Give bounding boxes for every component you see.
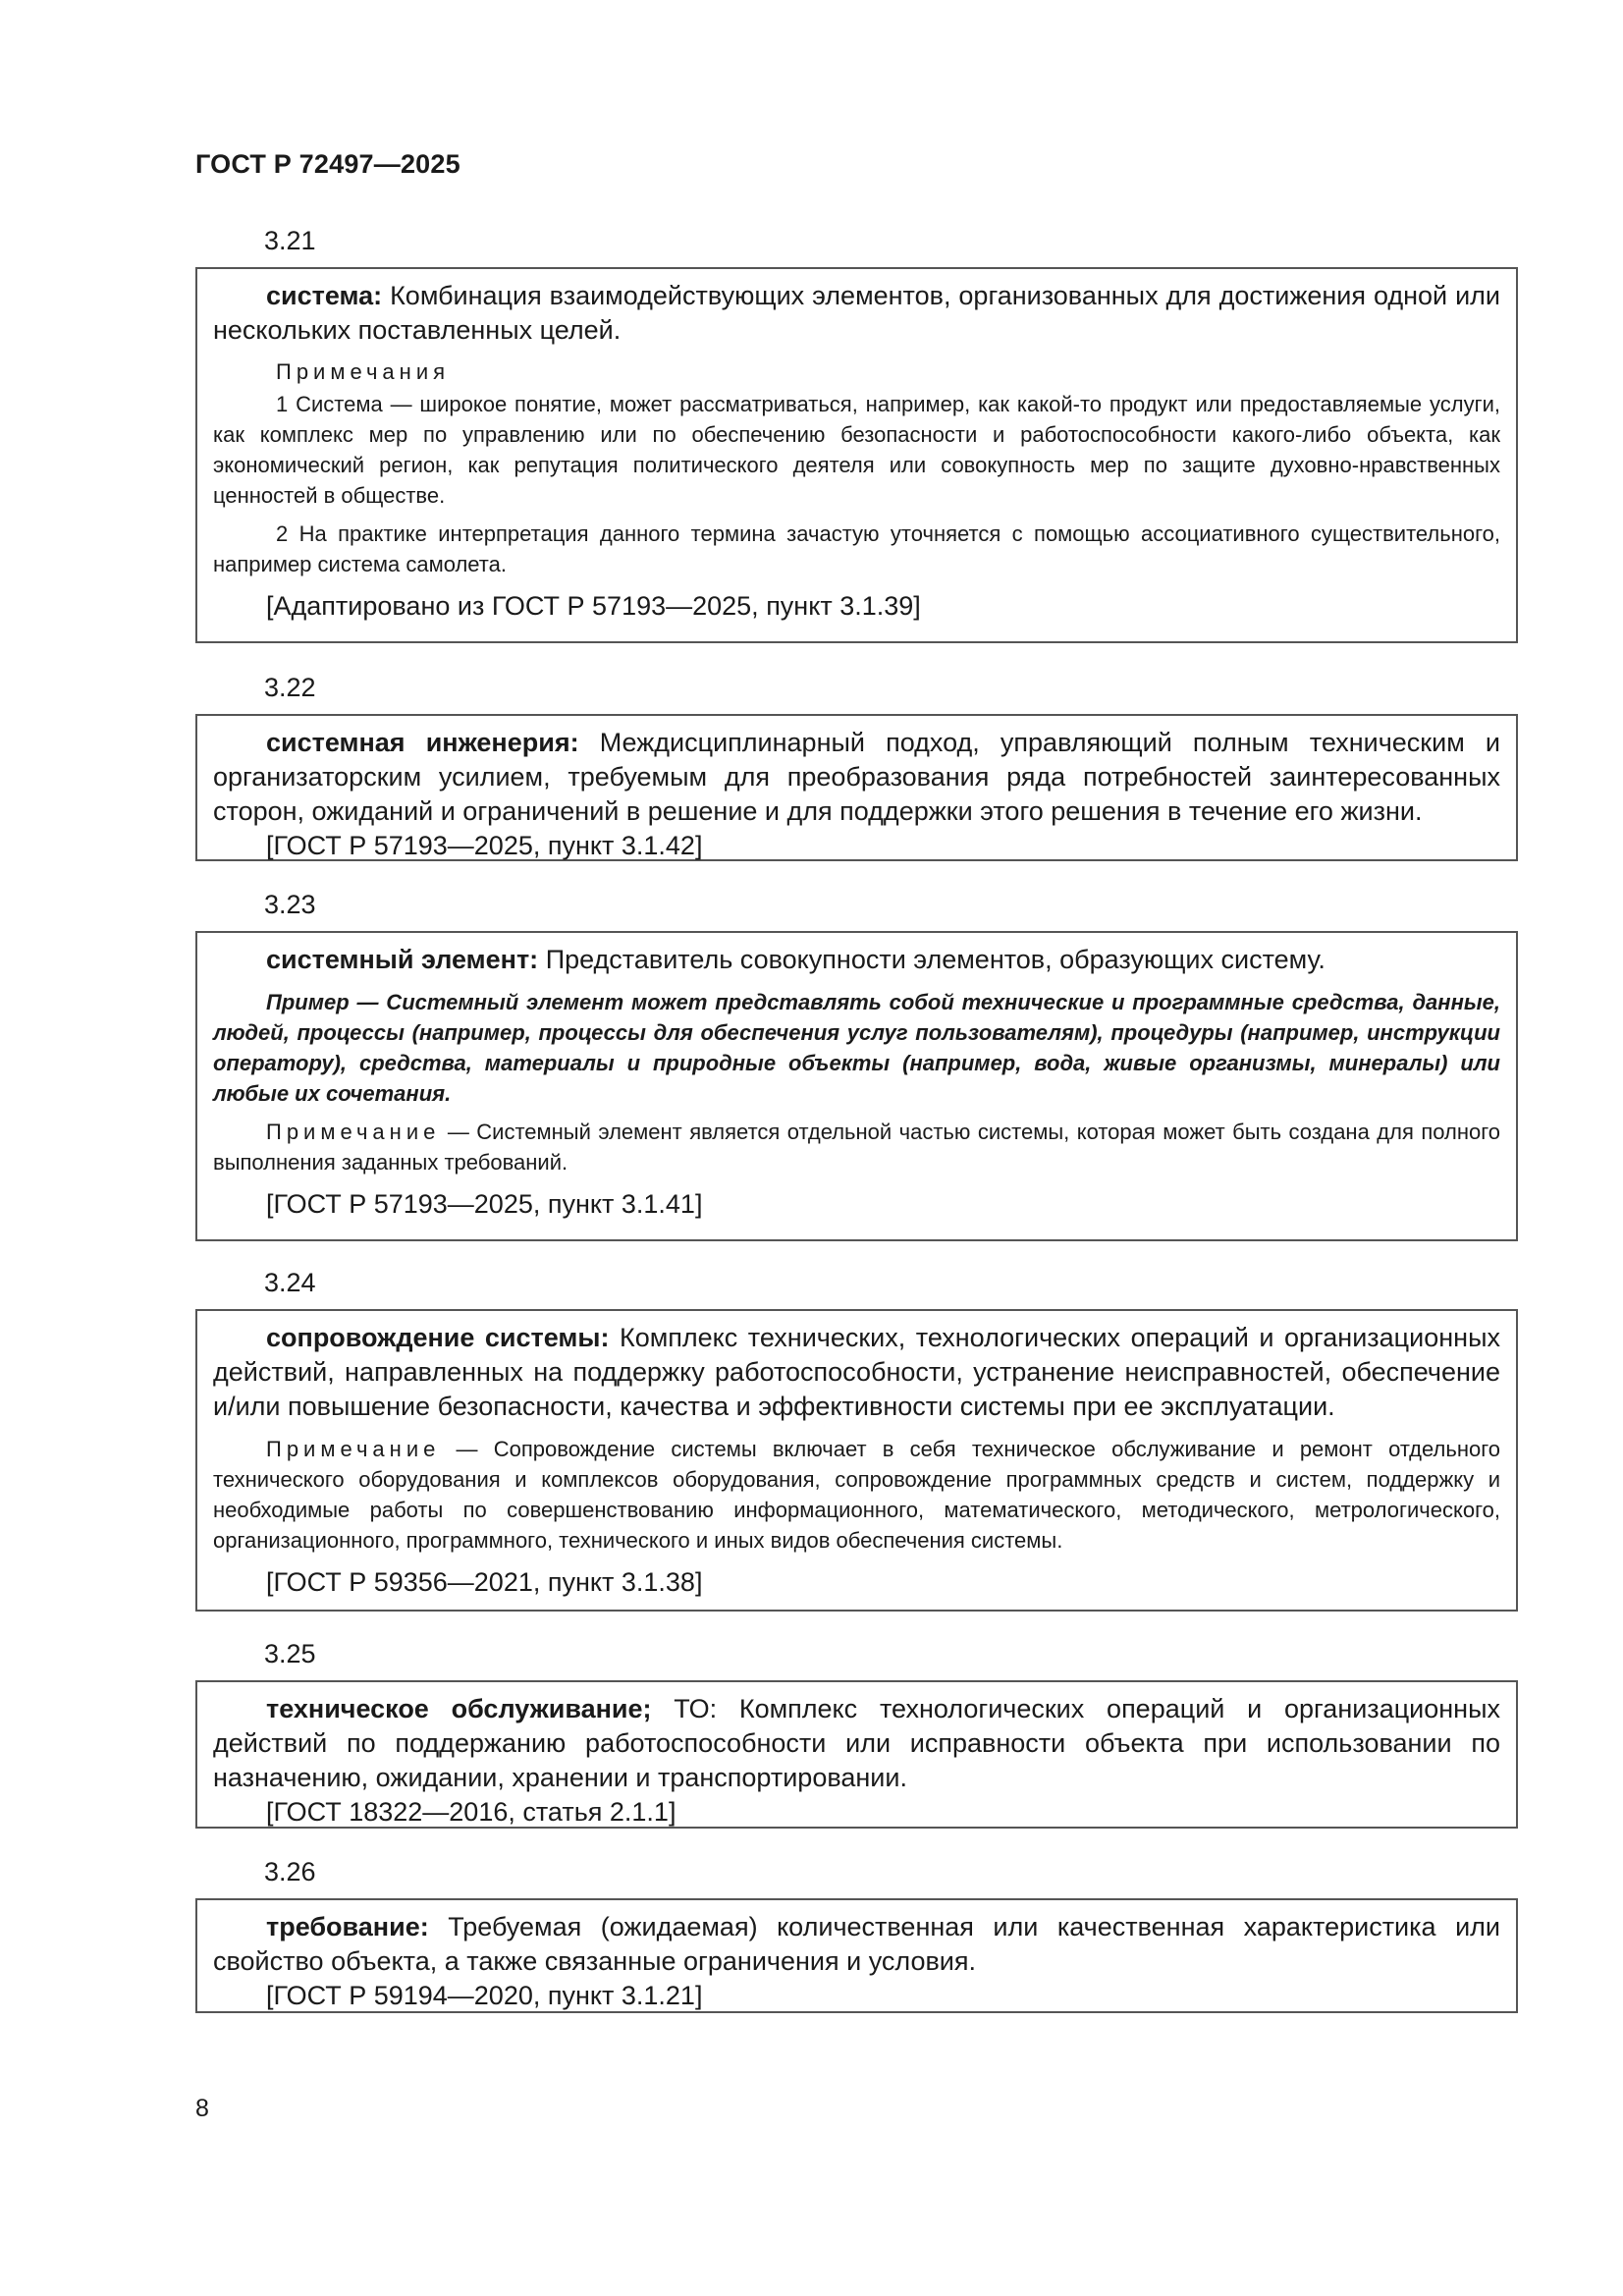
notes-title: Примечания bbox=[276, 359, 451, 384]
term-head: системная инженерия: bbox=[266, 728, 579, 757]
term-number: 3.25 bbox=[264, 1639, 316, 1668]
term-definition bbox=[213, 943, 1500, 977]
term-note: Примечание — Системный элемент является отдельной частью системы, которая может быть создана для полного выполнения заданных требований. bbox=[213, 1120, 1500, 1175]
definition-text: Представитель совокупности элементов, образующих систему. bbox=[545, 945, 1325, 974]
term-box bbox=[195, 1898, 1518, 2013]
term-source: [ГОСТ 18322—2016, статья 2.1.1] bbox=[266, 1797, 676, 1827]
term-source: [ГОСТ Р 59194—2020, пункт 3.1.21] bbox=[266, 1981, 703, 2010]
term-box bbox=[195, 1680, 1518, 1829]
term-source: [ГОСТ Р 57193—2025, пункт 3.1.41] bbox=[266, 1189, 703, 1219]
term-box bbox=[195, 1309, 1518, 1612]
term-definition bbox=[213, 726, 1500, 829]
term-box bbox=[195, 714, 1518, 861]
term-box bbox=[195, 931, 1518, 1241]
note-1: 1 Система — широкое понятие, может рассматриваться, например, как какой-то продукт или предоставляемые услуги, как комплекс мер по управлению или по обеспечению безопасности и работоспособности какого-либо объекта, как экономический регион, как репутация политического деятеля или совокупность мер по защите духовно-нравственных ценностей в обществе. bbox=[213, 392, 1500, 508]
term-definition bbox=[213, 1321, 1500, 1424]
term-definition bbox=[213, 1692, 1500, 1795]
document-header: ГОСТ Р 72497—2025 bbox=[195, 149, 460, 179]
term-source: [Адаптировано из ГОСТ Р 57193—2025, пункт 3.1.39] bbox=[266, 591, 921, 621]
term-head: системный элемент: bbox=[266, 945, 539, 974]
term-number: 3.21 bbox=[264, 226, 316, 255]
definition-text: Междисциплинарный подход, управляющий полным техническим и организаторским усилием, требуемым для преобразования ряда потребностей заинтересованных сторон, ожиданий и ограничений в решение и для поддержки этого решения в течение его жизни. bbox=[213, 728, 1500, 826]
term-number: 3.26 bbox=[264, 1857, 316, 1886]
definition-text: Комбинация взаимодействующих элементов, организованных для достижения одной или нескольких поставленных целей. bbox=[213, 281, 1500, 345]
definition-text: Требуемая (ожидаемая) количественная или качественная характеристика или свойство объекта, а также связанные ограничения и условия. bbox=[213, 1912, 1500, 1976]
page-number: 8 bbox=[195, 2095, 209, 2122]
term-head: сопровождение системы: bbox=[266, 1323, 610, 1352]
definition-text: Комплекс технических, технологических операций и организационных действий, направленных на поддержку работоспособности, устранение неисправностей, обеспечение и/или повышение безопасности, качества и эффективности системы при ее эксплуатации. bbox=[213, 1323, 1500, 1421]
term-definition bbox=[213, 279, 1500, 348]
term-head: требование: bbox=[266, 1912, 429, 1941]
term-example: Пример — Системный элемент может представлять собой технические и программные средства, данные, людей, процессы (например, процессы для обеспечения услуг пользователям), процедуры (например, инструкции оператору), средства, материалы и природные объекты (например, вода, живые организмы, минералы) или любые их сочетания. bbox=[213, 990, 1500, 1106]
term-definition bbox=[213, 1910, 1500, 1979]
term-number: 3.22 bbox=[264, 673, 316, 702]
term-source: [ГОСТ Р 59356—2021, пункт 3.1.38] bbox=[266, 1567, 703, 1597]
definition-text: ТО: Комплекс технологических операций и организационных действий по поддержанию работоспособности или исправности объекта при использовании по назначению, ожидании, хранении и транспортировании. bbox=[213, 1694, 1500, 1792]
term-number: 3.24 bbox=[264, 1268, 316, 1297]
term-number: 3.23 bbox=[264, 890, 316, 919]
term-head: система: bbox=[266, 281, 383, 310]
term-source: [ГОСТ Р 57193—2025, пункт 3.1.42] bbox=[266, 831, 703, 860]
term-box bbox=[195, 267, 1518, 643]
note-2: 2 На практике интерпретация данного термина зачастую уточняется с помощью ассоциативного существительного, например система самолета. bbox=[213, 521, 1500, 576]
term-head: техническое обслуживание; bbox=[266, 1694, 652, 1723]
term-note: Примечание — Сопровождение системы включает в себя техническое обслуживание и ремонт отдельного технического оборудования и комплексов оборудования, сопровождение программных средств и систем, поддержку и необходимые работы по совершенствованию информационного, математического, методического, метрологического, организационного, программного, технического и иных видов обеспечения системы. bbox=[213, 1437, 1500, 1553]
